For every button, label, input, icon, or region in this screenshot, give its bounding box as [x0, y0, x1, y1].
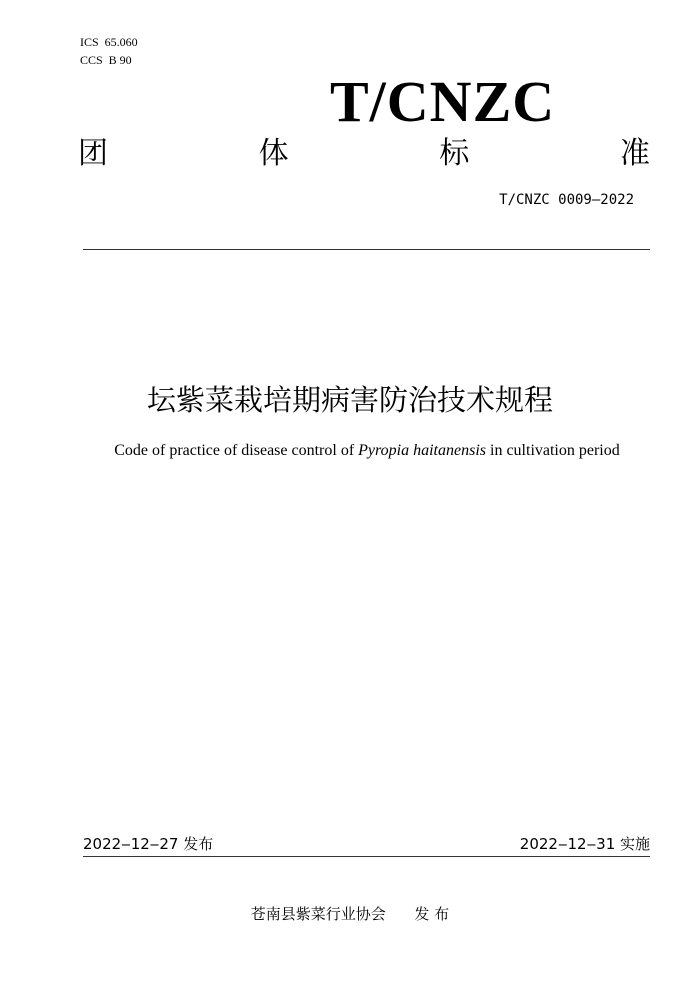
standard-type-char: 标	[439, 136, 470, 171]
standard-type-char: 准	[619, 136, 650, 171]
implementation-date: 2022‒12‒31 实施	[519, 835, 650, 853]
species-name: Pyropia haitanensis	[358, 442, 486, 459]
header-divider	[83, 249, 650, 250]
footer-divider	[83, 856, 650, 857]
title-english	[0, 440, 700, 462]
title-english-part: in cultivation period	[486, 442, 620, 459]
standard-number: T/CNZC 0009—2022	[499, 192, 634, 208]
publisher: 苍南县紫菜行业协会 发 布	[250, 905, 450, 923]
standard-type-char: 团	[78, 136, 108, 171]
standard-type	[78, 134, 650, 174]
standard-type-char: 体	[258, 136, 289, 171]
publication-date: 2022‒12‒27 发布	[83, 835, 214, 853]
title-chinese: 坛紫菜栽培期病害防治技术规程	[146, 383, 553, 417]
organization-code: T/CNZC	[330, 69, 556, 134]
ics-code: ICS 65.060	[80, 35, 138, 49]
ccs-code: CCS B 90	[80, 53, 132, 67]
title-english-part: Code of practice of disease control of	[114, 442, 359, 459]
